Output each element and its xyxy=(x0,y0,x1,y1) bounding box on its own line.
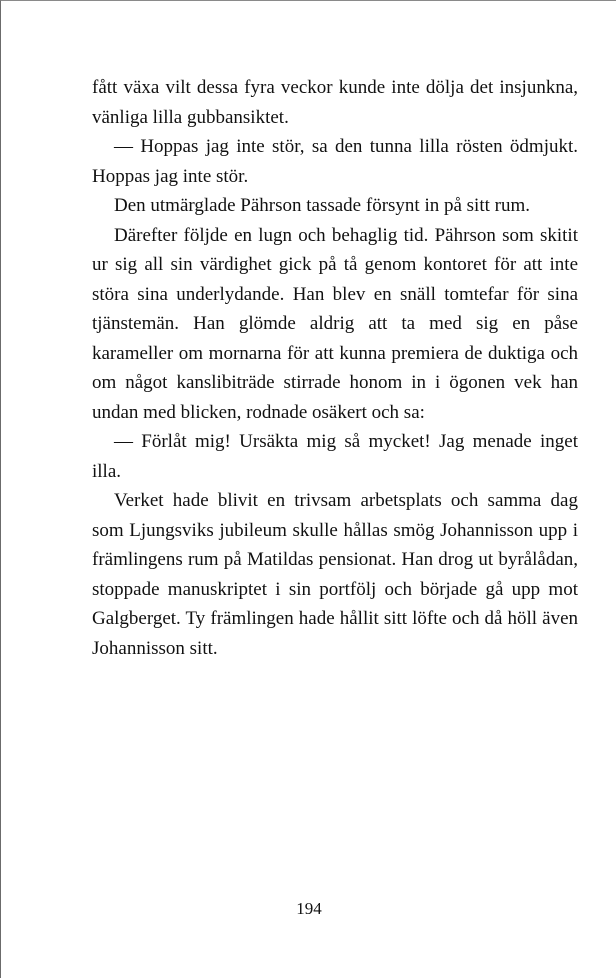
body-text xyxy=(92,73,578,663)
paragraph-dialogue-hoppas: — Hoppas jag inte stör, sa den tunna lilla rösten ödmjukt. Hoppas jag inte stör. xyxy=(92,136,578,187)
paragraph-continuation: fått växa vilt dessa fyra veckor kunde inte dölja det insjunkna, vänliga lilla gubbansiktet. xyxy=(92,77,578,128)
paragraph-verket: Verket hade blivit en trivsam arbetsplats och samma dag som Ljungsviks jubileum skulle hållas smög Johannisson upp i främlingens rum på Matildas pensionat. Han drog ut byrålådan, stoppade manuskriptet i sin portfölj och började gå upp mot Galgberget. Ty främlingen hade hållit sitt löfte och då höll även Johannisson sitt. xyxy=(92,490,578,659)
paragraph-lugn-tid: Därefter följde en lugn och behaglig tid. Pährson som skitit ur sig all sin värdighet gick på tå genom kontoret för att inte störa sina underlydande. Han blev en snäll tomtefar för sina tjänstemän. Han glömde aldrig att ta med sig en påse karameller om mornarna för att kunna premiera de duktiga och om något kanslibiträde stirrade honom in i ögonen vek han undan med blicken, rodnade osäkert och sa: xyxy=(92,224,578,423)
paragraph-dialogue-forlat: — Förlåt mig! Ursäkta mig så mycket! Jag menade inget illa. xyxy=(92,431,578,482)
page-number: 194 xyxy=(296,899,322,918)
paragraph-pahrson-tassade: Den utmärglade Pährson tassade försynt in på sitt rum. xyxy=(114,195,530,216)
